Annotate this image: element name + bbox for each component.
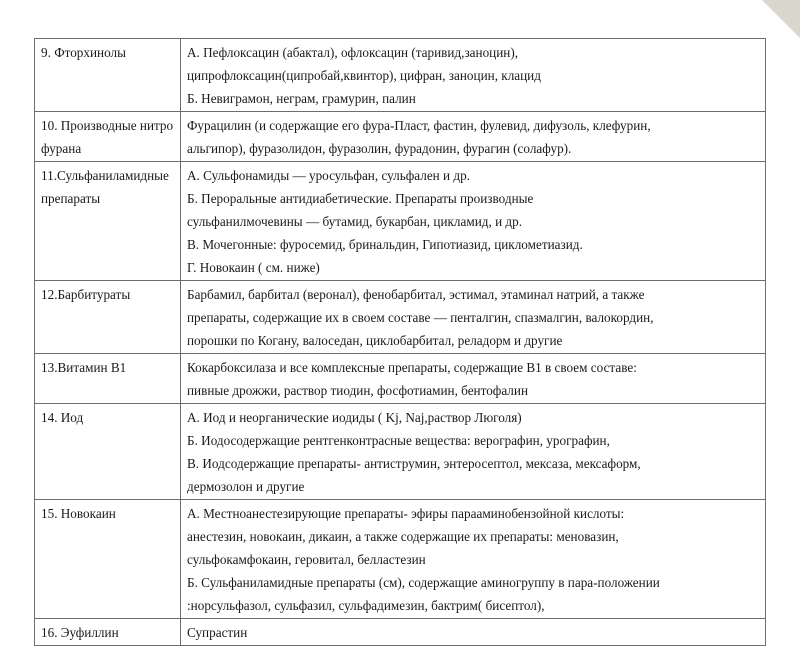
- group-cell: 10. Производные нитрофурана: [35, 112, 181, 162]
- drugs-cell: [181, 281, 766, 354]
- group-cell: 9. Фторхинолы: [35, 39, 181, 112]
- drug-line: Б. Невиграмон, неграм, грамурин, палин: [187, 91, 416, 106]
- drug-line: Фурацилин (и содержащие его фура-Пласт, фастин, фулевид, дифузоль, клефурин,: [187, 118, 651, 133]
- drug-line: А. Сульфонамиды — уросульфан, сульфален и др.: [187, 168, 470, 183]
- group-cell: 11.Сульфаниламидные препараты: [35, 162, 181, 281]
- drug-line: ципрофлоксацин(ципробай,квинтор), цифран, заноцин, клацид: [187, 68, 541, 83]
- drug-line: В. Иодсодержащие препараты- антиструмин, энтеросептол, мексаза, мексаформ,: [187, 456, 641, 471]
- drug-line: анестезин, новокаин, дикаин, а также содержащие их препараты: меновазин,: [187, 529, 619, 544]
- drug-line: сульфокамфокаин, геровитал, белластезин: [187, 552, 426, 567]
- drug-line: Барбамил, барбитал (веронал), фенобарбитал, эстимал, этаминал натрий, а также: [187, 287, 645, 302]
- group-cell: 12.Барбитураты: [35, 281, 181, 354]
- group-cell: 14. Иод: [35, 404, 181, 500]
- drugs-cell: [181, 39, 766, 112]
- group-cell: 16. Эуфиллин: [35, 619, 181, 646]
- group-cell: 13.Витамин В1: [35, 354, 181, 404]
- drug-line: препараты, содержащие их в своем составе — пенталгин, спазмалгин, валокордин,: [187, 310, 654, 325]
- drug-line: А. Иод и неорганические иодиды ( Kj, Naj,раствор Люголя): [187, 410, 522, 425]
- drug-line: порошки по Когану, валоседан, циклобарбитал, реладорм и другие: [187, 333, 563, 348]
- table-row: [35, 39, 766, 112]
- table-row: [35, 354, 766, 404]
- drug-line: дермозолон и другие: [187, 479, 305, 494]
- drugs-cell: [181, 404, 766, 500]
- table-row: [35, 500, 766, 619]
- drug-line: сульфанилмочевины — бутамид, букарбан, цикламид, и др.: [187, 214, 523, 229]
- drug-line: В. Мочегонные: фуросемид, бринальдин, Гипотиазид, циклометиазид.: [187, 237, 583, 252]
- drug-line: Б. Сульфаниламидные препараты (см), содержащие аминогруппу в пара-положении: [187, 575, 660, 590]
- drug-line: Б. Пероральные антидиабетические. Препараты производные: [187, 191, 534, 206]
- drug-line: :норсульфазол, сульфазил, сульфадимезин, бактрим( бисептол),: [187, 598, 545, 613]
- group-cell: 15. Новокаин: [35, 500, 181, 619]
- drug-line: Б. Иодосодержащие рентгенконтрасные вещества: верографин, урографин,: [187, 433, 610, 448]
- drug-line: Кокарбоксилаза и все комплексные препараты, содержащие В1 в своем составе:: [187, 360, 637, 375]
- drug-line: А. Пефлоксацин (абактал), офлоксацин (таривид,заноцин),: [187, 45, 519, 60]
- drugs-cell: [181, 354, 766, 404]
- drug-line: альгипор), фуразолидон, фуразолин, фурадонин, фурагин (солафур).: [187, 141, 572, 156]
- drug-line: пивные дрожжи, раствор тиодин, фосфотиамин, бентофалин: [187, 383, 529, 398]
- drugs-cell: [181, 112, 766, 162]
- table-row: [35, 112, 766, 162]
- corner-decoration: [762, 0, 800, 38]
- drugs-cell: [181, 619, 766, 646]
- drug-line: Супрастин: [187, 625, 248, 640]
- drug-line: Г. Новокаин ( см. ниже): [187, 260, 320, 275]
- table-row: [35, 619, 766, 646]
- table-row: [35, 281, 766, 354]
- drugs-cell: [181, 500, 766, 619]
- drug-line: А. Местноанестезирующие препараты- эфиры парааминобензойной кислоты:: [187, 506, 625, 521]
- drugs-cell: [181, 162, 766, 281]
- drug-interaction-table: [34, 38, 766, 646]
- table-row: [35, 162, 766, 281]
- table-row: [35, 404, 766, 500]
